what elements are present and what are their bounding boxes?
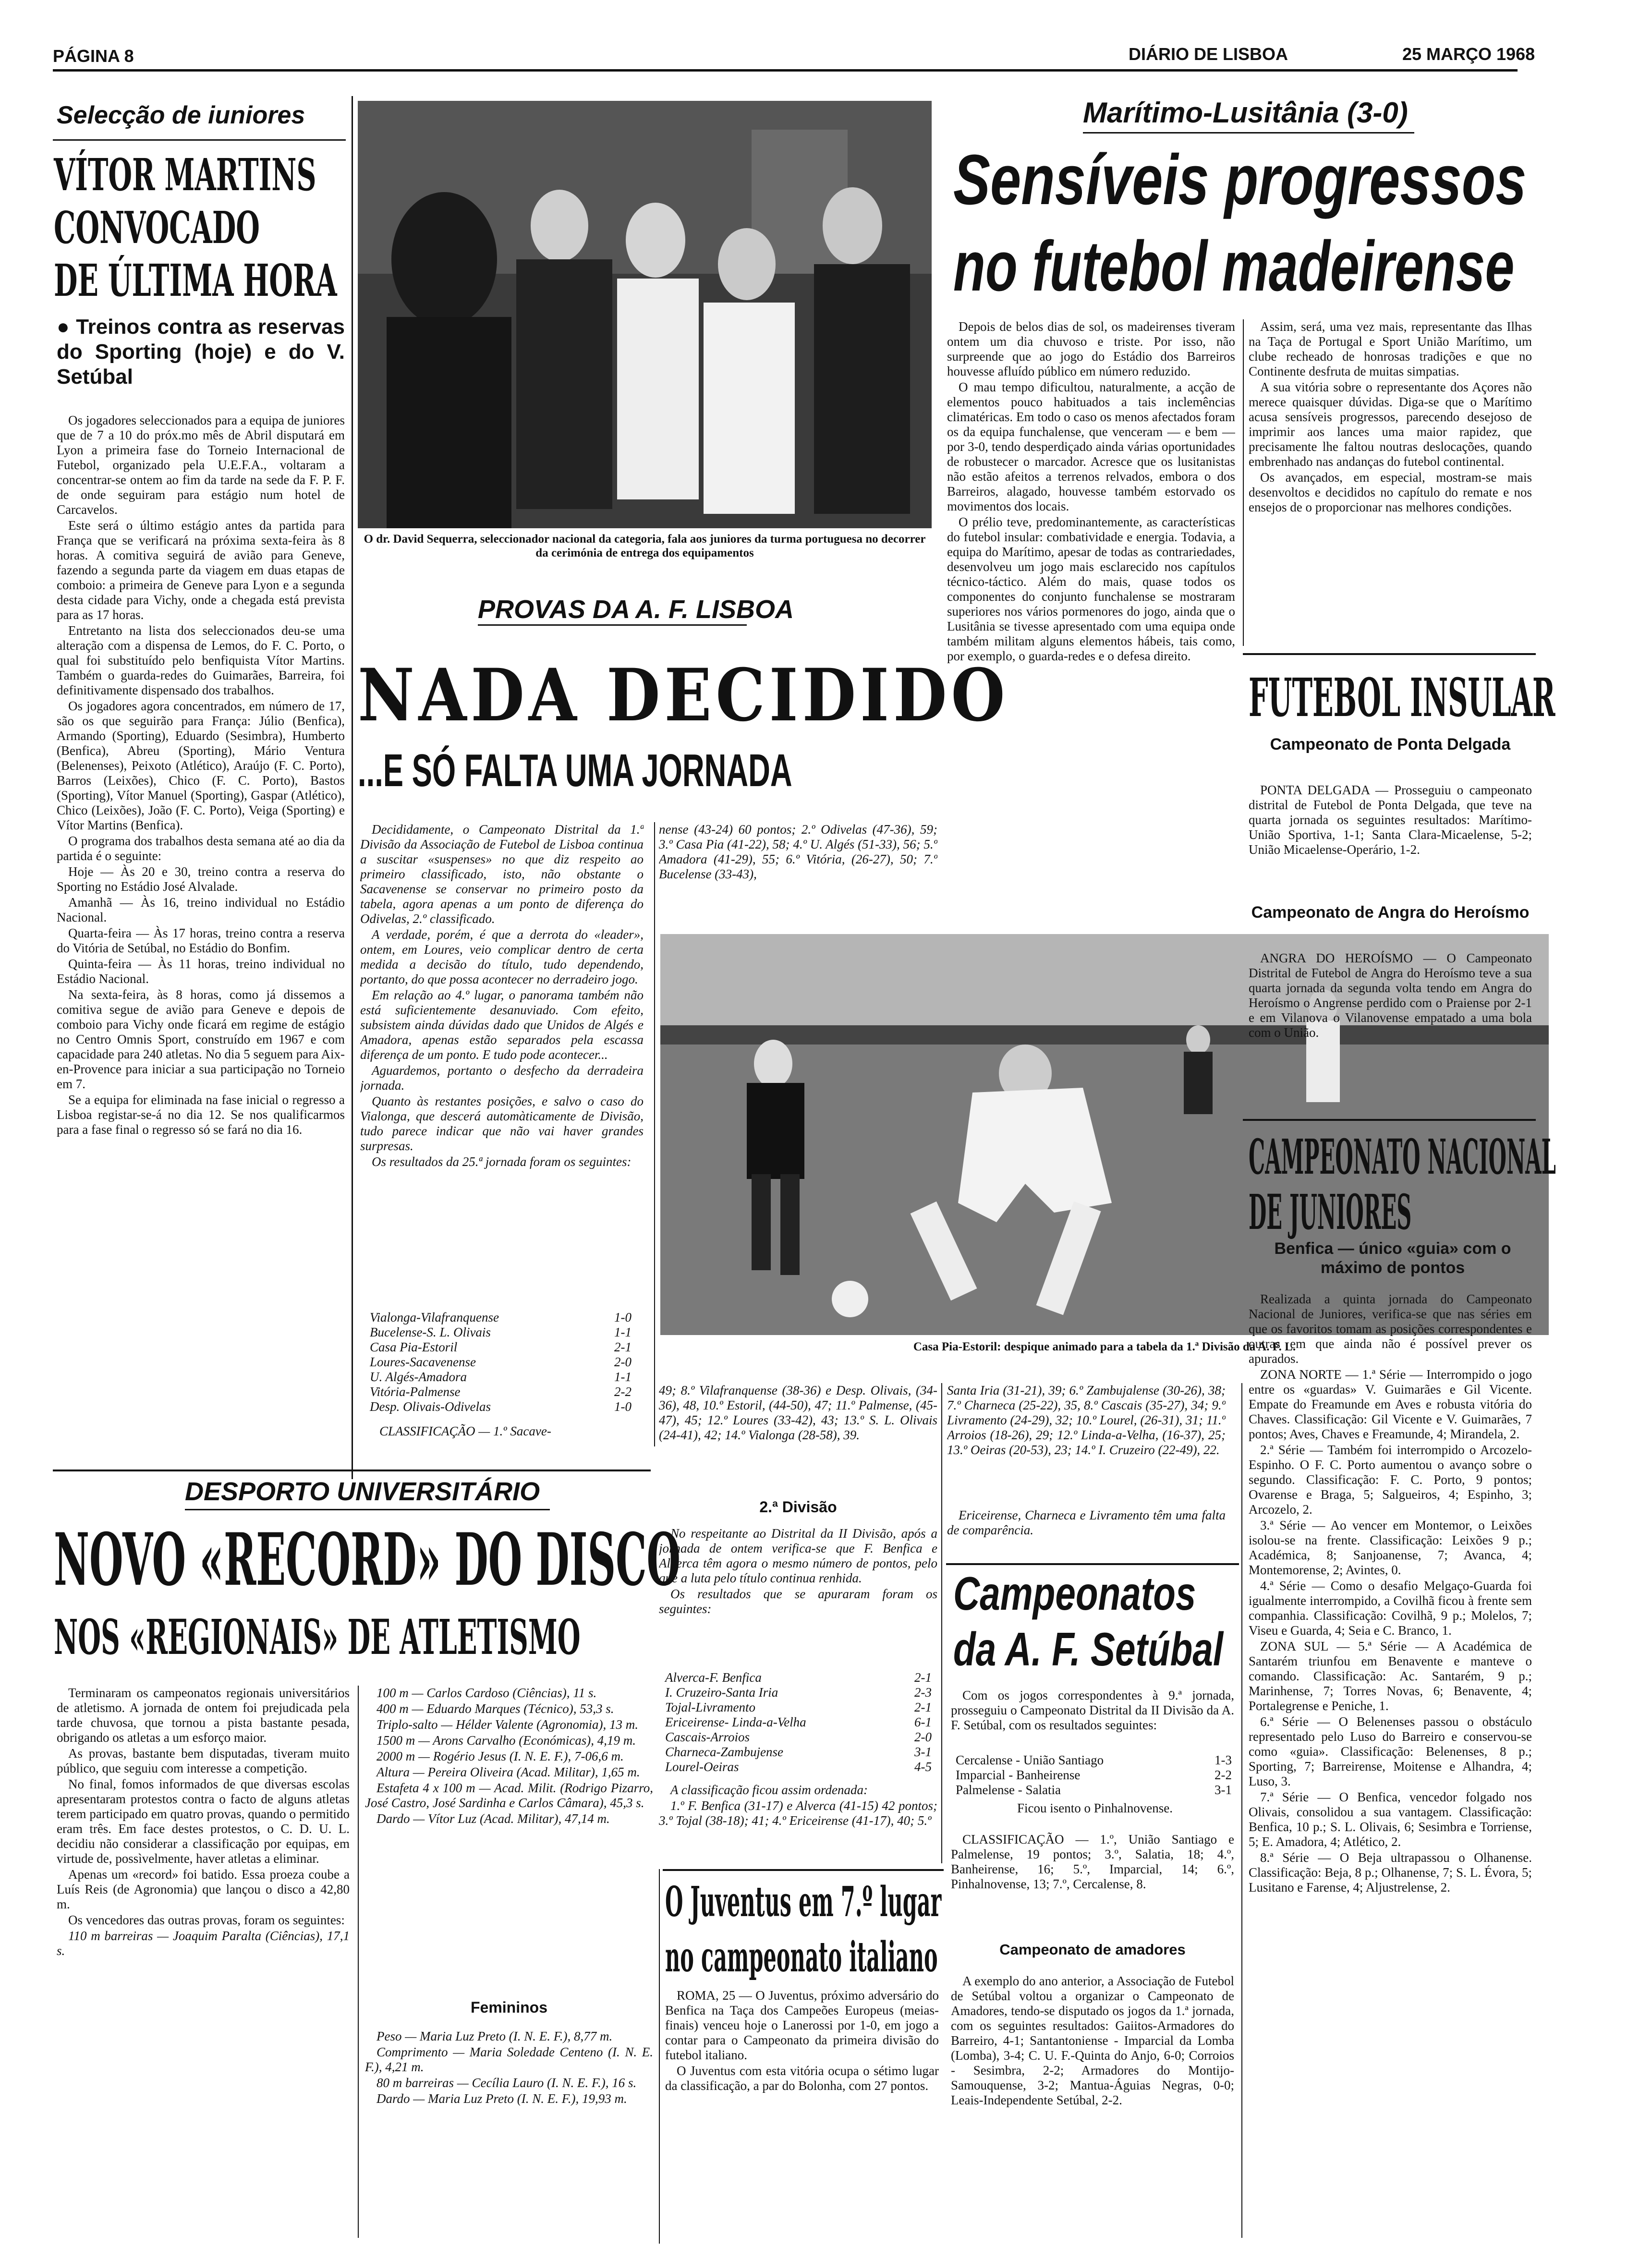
section-rule [663,1869,944,1871]
column-rule [659,1869,660,2244]
result-row: U. Algés-Amadora 1-1 [370,1370,632,1384]
juniores-deck: ● Treinos contra as reservas do Sporting (hoje) e do V. Setúbal [57,315,345,389]
juniores-photo-caption: O dr. David Sequerra, seleccionador nacional da categoria, fala aos juniores da turma portuguesa no decorrer da cerimónia de entrega dos equipamentos [364,533,926,559]
bullet-icon: ● [57,315,76,339]
result-row: Casa Pia-Estoril 2-1 [370,1340,632,1354]
juniores-photo-image [358,101,932,528]
juventus-title-1: O Juventus em 7.º lugar [665,1878,942,1926]
femininos-results: Peso — Maria Luz Preto (I. N. E. F.), 8,77 m. Comprimento — Maria Soledade Centeno (I. N. E. F.), 4,21 m. 80 m barreiras — Cecília Lauro (I. N. E. F.), 16 s. Dardo — Maria Luz Preto (I. N. E. F.), 19,93 m. [365,2029,653,2106]
section-rule [946,1563,1239,1565]
div2-class: A classificação ficou assim ordenada: 1.º F. Benfica (31-17) e Alverca (41-15) 42 pontos; 3.º Tojal (38-18); 41; 4.º Ericeirense (41-17), 40; 5.º [659,1783,937,1828]
insular-text-2: ANGRA DO HEROÍSMO — O Campeonato Distrital de Futebol de Angra do Heroísmo teve a sua quarta jornada da segunda volta tendo em Angra do Heroísmo o Angrense perdido com o Praiense por 2-1 e em Vilanova o Vilanovense empatado a uma bola com o União. [1249,951,1532,1040]
div2-title: 2.ª Divisão [759,1498,837,1516]
insular-title: FUTEBOL INSULAR [1249,667,1555,729]
result-row: Charneca-Zambujense 3-1 [665,1745,932,1759]
setubal-title-1: Campeonatos [953,1567,1196,1620]
juventus-body: ROMA, 25 — O Juventus, próximo adversário do Benfica na Taça dos Campeões Europeus (meias-finais) venceu hoje o Lanerossi por 1-0, em jogo a contar para o Campeonato da primeira divisão do futebol italiano. O Juventus com esta vitória ocupa o sétimo lugar da classificação, a par do Bolonha, com 27 pontos. [665,1988,939,2093]
afl-col3-top: Santa Iria (31-21), 39; 6.º Zambujalense (30-26), 38; 7.º Charneca (25-22), 35, 8.º Cascais (35-27), 34; 9.º Livramento (24-29), 32; 10.º Lourel, (26-31), 31; 11.º Arroios (18-26), 29; 12.º Linda-a-Velha, (16-37), 25; 13.º Oeiras (20-53), 23; 14.º I. Cruzeiro (22-49), 22. [947,1383,1226,1457]
kicker-rule [53,139,346,141]
maritimo-title-1: Sensíveis progressos [953,140,1527,219]
page-number: PÁGINA 8 [53,46,134,66]
universitario-title-2: NOS «REGIONAIS» DE ATLETISMO [54,1609,581,1665]
insular-sub-2: Campeonato de Angra do Heroísmo [1251,903,1530,922]
insular-sub-1: Campeonato de Ponta Delgada [1270,735,1511,753]
afl-title: NADA DECIDIDO [358,653,1009,738]
result-row: Vialonga-Vilafranquense 1-0 [370,1310,632,1324]
maritimo-kicker: Marítimo-Lusitânia (3-0) [1083,97,1408,129]
maritimo-col2: Assim, será, uma vez mais, representante das Ilhas na Taça de Portugal e Sport União Marítimo, um clube recheado de honrosas tradições e que no Continente desfruta de muitas simpatias. A sua vitória sobre o representante dos Açores não merece quaisquer dúvidas. Diga-se que o Marítimo acusa sensíveis progressos, parecendo desejoso de imprimir aos lances uma maior rapidez, que precisamente lhe faltou noutras deslocações, quando embrenhado nas andanças do futebol continental. Os avançados, em especial, mostram-se mais desenvoltos e decididos no capítulo do remate e nos ensejos de o proporcionar nas melhores condições. [1249,319,1532,514]
result-row: Palmelense - Salatia 3-1 [956,1783,1232,1797]
result-row: Ericeirense- Linda-a-Velha 6-1 [665,1715,932,1729]
afl-col2-cont: 49; 8.º Vilafranquense (38-36) e Desp. Olivais, (34-36), 48, 10.º Estoril, (44-50), 47; 11.º Palmense, (45-47), 45; 12.º Loures (33-42), 43; 13.º S. L. Olivais (24-41), 42; 14.º Vialonga (28-58), 39. [659,1383,937,1442]
maritimo-title-2: no futebol madeirense [953,227,1515,306]
universitario-kicker-rule [185,1509,550,1510]
afl-results-1 [370,1310,632,1414]
universitario-body: Terminaram os campeonatos regionais universitários de atletismo. A jornada de ontem foi prejudicada pela tarde chuvosa, que tornou a pista bastante pesada, obrigando os atletas a um esforço maior. As provas, bastante bem disputadas, tiveram muito público, que seguiu com interesse a competição. No final, fomos informados de que diversas escolas apresentaram protestos contra o facto de alguns atletas terem participado em quatro provas, quando o permitido eram três. Em face destes protestos, o C. D. U. L. decidiu não considerar a classificação por equipas, em virtude de, possìvelmente, haver atletas a eliminar. Apenas um «record» foi batido. Essa proeza coube a Luís Reis (de Agronomia) que lançou o disco a 42,80 m. Os vencedores das outras provas, foram os seguintes: 110 m barreiras — Joaquim Paralta (Ciências), 17,1 s. [57,1686,350,1958]
femininos-title: Femininos [470,1999,547,2016]
section-rule [1243,653,1536,655]
afl-col3-note: Ericeirense, Charneca e Livramento têm uma falta de comparência. [947,1508,1226,1537]
universitario-kicker: DESPORTO UNIVERSITÁRIO [185,1477,540,1506]
div2-intro: No respeitante ao Distrital da II Divisão, após a jornada de ontem verifica-se que F. Benfica e Alverca têm agora o mesmo número de pontos, pelo que a luta pelo título continua renhida. Os resultados que se apuraram foram os seguintes: [659,1526,937,1616]
juniores-title-3: DE ÚLTIMA HORA [54,255,337,306]
afl-col2-top: nense (43-24) 60 pontos; 2.º Odivelas (47-36), 59; 3.º Casa Pia (41-22), 58; 4.º U. Algés (51-33), 56; 5.º Amadora (41-29), 55; 6.º Vitória, (26-27), 50; 7.º Bucelense (33-43), [659,822,937,881]
result-row: Bucelense-S. L. Olivais 1-1 [370,1325,632,1339]
result-row: Alverca-F. Benfica 2-1 [665,1670,932,1685]
setubal-amadores: A exemplo do ano anterior, a Associação de Futebol de Setúbal voltou a organizar o Campeonato de Amadores, tendo-se disputado os jogos da 1.ª jornada, com os seguintes resultados: Gaiitos-Armadores do Barreiro, 4-1; Santantoniense - Imparcial da Lomba (Lomba), 3-4; C. U. F.-Quinta do Anjo, 6-0; Corroios - Sesimbra, 2-2; Armadores do Montijo-Samouquense, 3-2; Mantua-Águias Negras, 0-0; Leais-Independente Setúbal, 2-2. [951,1974,1234,2107]
afl-class-tail: CLASSIFICAÇÃO — 1.º Sacave- [379,1424,551,1438]
div2-results [665,1670,932,1774]
result-row: Desp. Olivais-Odivelas 1-0 [370,1399,632,1414]
nacjun-title-2: DE JUNIORES [1249,1184,1412,1240]
afl-col1: Decididamente, o Campeonato Distrital da 1.ª Divisão da Associação de Futebol de Lisboa continua a suscitar «suspenses» no que diz respeito ao primeiro classificado, isto, não obstante o Sacavenense se conservar no primeiro posto da tabela, agora apenas a um ponto de diferença do Odivelas, 2.º classificado. A verdade, porém, é que a derrota do «leader», ontem, em Loures, veio complicar dentro de certa medida a decisão do título, tudo dependendo, portanto, do que possa acontecer no derradeiro jogo. Em relação ao 4.º lugar, o panorama também não está suficientemente desanuviado. Com efeito, subsistem ainda dúvidas dado que Unidos de Algés e Amadora, apenas estão separados pela escassa diferença de um ponto. E tudo pode acontecer... Aguardemos, portanto o desfecho da derradeira jornada. Quanto às restantes posições, e salvo o caso do Vialonga, que descerá automàticamente de Divisão, tudo parece indicar que não vai haver grandes surpresas. Os resultados da 25.ª jornada foram os seguintes: [360,822,644,1169]
result-row: Cercalense - União Santiago 1-3 [956,1753,1232,1767]
setubal-results [956,1753,1232,1797]
juniores-title-2: CONVOCADO [54,202,260,254]
result-row: Cascais-Arroios 2-0 [665,1730,932,1744]
result-row: Tojal-Livramento 2-1 [665,1700,932,1714]
setubal-class: CLASSIFICAÇÃO — 1.º, União Santiago e Palmelense, 19 pontos; 3.º, Salatia, 18; 4.º, Banheirense, 16; 5.º, Imparcial, 14; 6.º, Pinhalnovense, 13; 7.º, Cercalense, 8. [951,1832,1234,1891]
universitario-results: 100 m — Carlos Cardoso (Ciências), 11 s. 400 m — Eduardo Marques (Técnico), 53,3 s. Triplo-salto — Hélder Valente (Agronomia), 13 m. 1500 m — Arons Carvalho (Económicas), 4,19 m. 2000 m — Rogério Jesus (I. N. E. F.), 7-06,6 m. Altura — Pereira Oliveira (Acad. Militar), 1,65 m. Estafeta 4 x 100 m — Acad. Milit. (Rodrigo Pizarro, José Castro, José Sardinha e Carlos Câmara), 45,3 s. Dardo — Vítor Luz (Acad. Militar), 47,14 m. [365,1686,653,1826]
column-rule [941,1383,942,1863]
juniores-title-1: VÍTOR MARTINS [54,149,316,201]
section-rule [53,1470,651,1471]
juniores-kicker: Selecção de iuniores [57,101,305,129]
column-rule [352,96,353,1479]
juniores-body: Os jogadores seleccionados para a equipa de juniores que de 7 a 10 do próx.mo mês de Abril disputará em Lyon a primeira fase do Torneio Internacional de Futebol, organizado pela U.E.F.A., voltaram a concentrar-se ontem ao fim da tarde na sede da F. P. F. de onde seguiram para estágio num hotel de Carcavelos. Este será o último estágio antes da partida para França que se verificará na próxima sexta-feira às 8 horas. A comitiva seguirá de avião para Geneve, fazendo a segunda parte da viagem em duas etapas de comboio: a primeira de Geneve para Lyon e a segunda desta cidade para Vichy, onde a chegada está prevista para as 17 horas. Entretanto na lista dos seleccionados deu-se uma alteração com a dispensa de Lemos, do F. C. Porto, o qual foi substituído pelo benfiquista Vítor Martins. Também o guarda-redes do Guimarães, Barreira, foi definitivamente dispensado dos trabalhos. Os jogadores agora concentrados, em número de 17, são os que seguirão para França: Júlio (Benfica), Armando (Sporting), Eduardo (Sesimbra), Humberto (Benfica), Abreu (Sporting), Mário Ventura (Belenenses), Peixoto (Atlético), Araújo (F. C. Porto), Barros (Leixões), Chico (F. C. Porto), Bastos (Sporting), Vítor Manuel (Sporting), Gaspar (Atlético), Chico (Leixões), João (F. C. Porto), Veiga (Sporting) e Vítor Martins (Benfica). O programa dos trabalhos desta semana até ao dia da partida é o seguinte: Hoje — Às 20 e 30, treino contra a reserva do Sporting no Estádio José Alvalade. Amanhã — Às 16, treino individual no Estádio Nacional. Quarta-feira — Às 17 horas, treino contra a reserva do Vitória de Setúbal, no Estádio do Bonfim. Quinta-feira — Às 11 horas, treino individual no Estádio Nacional. Na sexta-feira, às 8 horas, como já dissemos a comitiva segue de avião para Geneve e depois de comboio para Vichy onde ficará em regime de estágio no Centro Omnis Sport, construído em 1967 e com capacidade para 240 atletas. No dia 5 seguem para Aix-en-Provence para iniciar a sua participação no Torneio em 7. Se a equipa for eliminada na fase inicial o regresso a Lisboa registar-se-á no dia 12. Se nos qualificarmos para a fase final o regresso só se fará no dia 16. [57,413,345,1137]
setubal-intro: Com os jogos correspondentes à 9.ª jornada, prosseguiu o Campeonato Distrital da II Divisão da A. F. Setúbal, com os resultados seguintes: [951,1688,1234,1732]
setubal-sub: Campeonato de amadores [999,1941,1186,1958]
afl-kicker: PROVAS DA A. F. LISBOA [478,595,794,624]
result-row: Loures-Sacavenense 2-0 [370,1355,632,1369]
insular-text-1: PONTA DELGADA — Prosseguiu o campeonato distrital de Futebol de Ponta Delgada, que teve na quarta jornada os seguintes resultados: Marítimo-União Sportiva, 1-1; Santa Clara-Micaelense, 5-2; União Micaelense-Operário, 1-2. [1249,783,1532,857]
afl-subtitle: ...E SÓ FALTA UMA JORNADA [358,745,792,796]
setubal-title-2: da A. F. Setúbal [953,1623,1224,1676]
afl-kicker-rule [478,624,747,626]
maritimo-col1: Depois de belos dias de sol, os madeirenses tiveram ontem um dia chuvoso e triste. Por isso, não surpreende que ao jogo do Estádio dos Barreiros houvesse afluído público em número reduzido. O mau tempo dificultou, naturalmente, a acção de elementos pouco habituados a tais inclemências climatéricas. Em todo o caso os menos afectados foram os da equipa funchalense, que venceram — e bem — por 3-0, tendo desperdiçado ainda várias oportunidades de robustecer o marcador. Acresce que os lusitanistas não estão afeitos a terrenos relvados, embora o dos Barreiros, alagado, houvesse também estorvado os movimentos dos locais. O prélio teve, predominantemente, as características do futebol insular: combatividade e energia. Todavia, a equipa do Marítimo, apesar de todas as contrariedades, desenvolveu um jogo mais esclarecido nos capítulos técnico-táctico. Além do mais, quase todos os componentes do conjunto funchalense se mostraram superiores nos vários pormenores do jogo, ainda que o Lusitânia se tivesse apresentado com uma equipa onde também militam alguns elementos hábeis, tais como, por exemplo, o guarda-redes e o defesa direito. [947,319,1235,663]
result-row: Imparcial - Banheirense 2-2 [956,1768,1232,1782]
newspaper-name: DIÁRIO DE LISBOA [1129,44,1288,64]
maritimo-kicker-rule [1083,132,1414,134]
nacjun-body: Realizada a quinta jornada do Campeonato Nacional de Juniores, verifica-se que nas séries em que os favoritos tomam as posições correspondentes e outras em que ainda não é possível prever os apurados. ZONA NORTE — 1.ª Série — Interrompido o jogo entre os «guardas» V. Guimarães e Gil Vicente. Empate do Freamunde em Aves e robusta vitória do Chaves. Classificação: Gil Vicente e V. Guimarães, 7 pontos; Aves, Chaves e Freamunde, 4; Mirandela, 2. 2.ª Série — Também foi interrompido o Arcozelo-Espinho. O F. C. Porto aumentou o avanço sobre o segundo. Classificação: F. C. Porto, 9 pontos; Ovarense e Braga, 5; Salgueiros, 4; Espinho, 3; Arcozelo, 2. 3.ª Série — Ao vencer em Montemor, o Leixões isolou-se na frente. Classificação: Leixões 9 p.; Académica, 8; Sanjoanense, 7; Avanca, 4; Montemorense, 2; Avintes, 0. 4.ª Série — Como o desafio Melgaço-Guarda foi igualmente interrompido, a Covilhã ficou à frente sem companhia. Classificação: Covilhã, 9 p.; Molelos, 7; Viseu e Guarda, 4; Seia e C. Branco, 1. ZONA SUL — 5.ª Série — A Académica de Santarém triunfou em Benavente e manteve o comando. Classificação: Ac. Santarém, 9 p.; Marinhense, 7; Torres Novas, 6; Benavente, 4; Portalegrense e Peniche, 1. 6.ª Série — O Belenenses passou o obstáculo representado pelo Luso do Barreiro e conservou-se como «guia». Classificação: Belenenses, 8 p.; Sporting, 7; Barreirense, Moitense e Alhandra, 4; Luso, 3. 7.ª Série — O Benfica, vencedor folgado nos Olivais, consolidou a sua vantagem. Classificação: Benfica, 10 p.; S. L. Olivais, 6; Sesimbra e Torriense, 5; E. Amadora, 4; Atlético, 2. 8.ª Série — O Beja ultrapassou o Olhanense. Classificação: Beja, 8 p.; Olhanense, 7; S. L. Évora, 5; Lusitano e Farense, 4; Aljustrelense, 2. [1249,1292,1532,1895]
result-row: Lourel-Oeiras 4-5 [665,1760,932,1774]
column-rule [1241,1383,1242,2238]
juventus-title-2: no campeonato italiano [665,1933,938,1981]
column-rule [358,1686,359,2238]
setubal-folga: Ficou isento o Pinhalnovense. [1017,1801,1173,1815]
column-rule [1243,319,1244,646]
nacjun-title-1: CAMPEONATO NACIONAL [1249,1129,1556,1185]
masthead-rule [53,69,1518,72]
section-rule [1243,1119,1536,1121]
casapia-photo-caption: Casa Pia-Estoril: despique animado para a tabela da 1.ª Divisão da A. F. L. [913,1340,1296,1353]
nacjun-sub: Benfica — único «guia» com o máximo de pontos [1274,1239,1511,1277]
issue-date: 25 MARÇO 1968 [1402,44,1535,64]
result-row: I. Cruzeiro-Santa Iria 2-3 [665,1685,932,1700]
universitario-title-1: NOVO «RECORD» DO DISCO [54,1518,681,1602]
result-row: Vitória-Palmense 2-2 [370,1385,632,1399]
column-rule [654,822,655,1446]
juniores-photo [358,101,932,528]
